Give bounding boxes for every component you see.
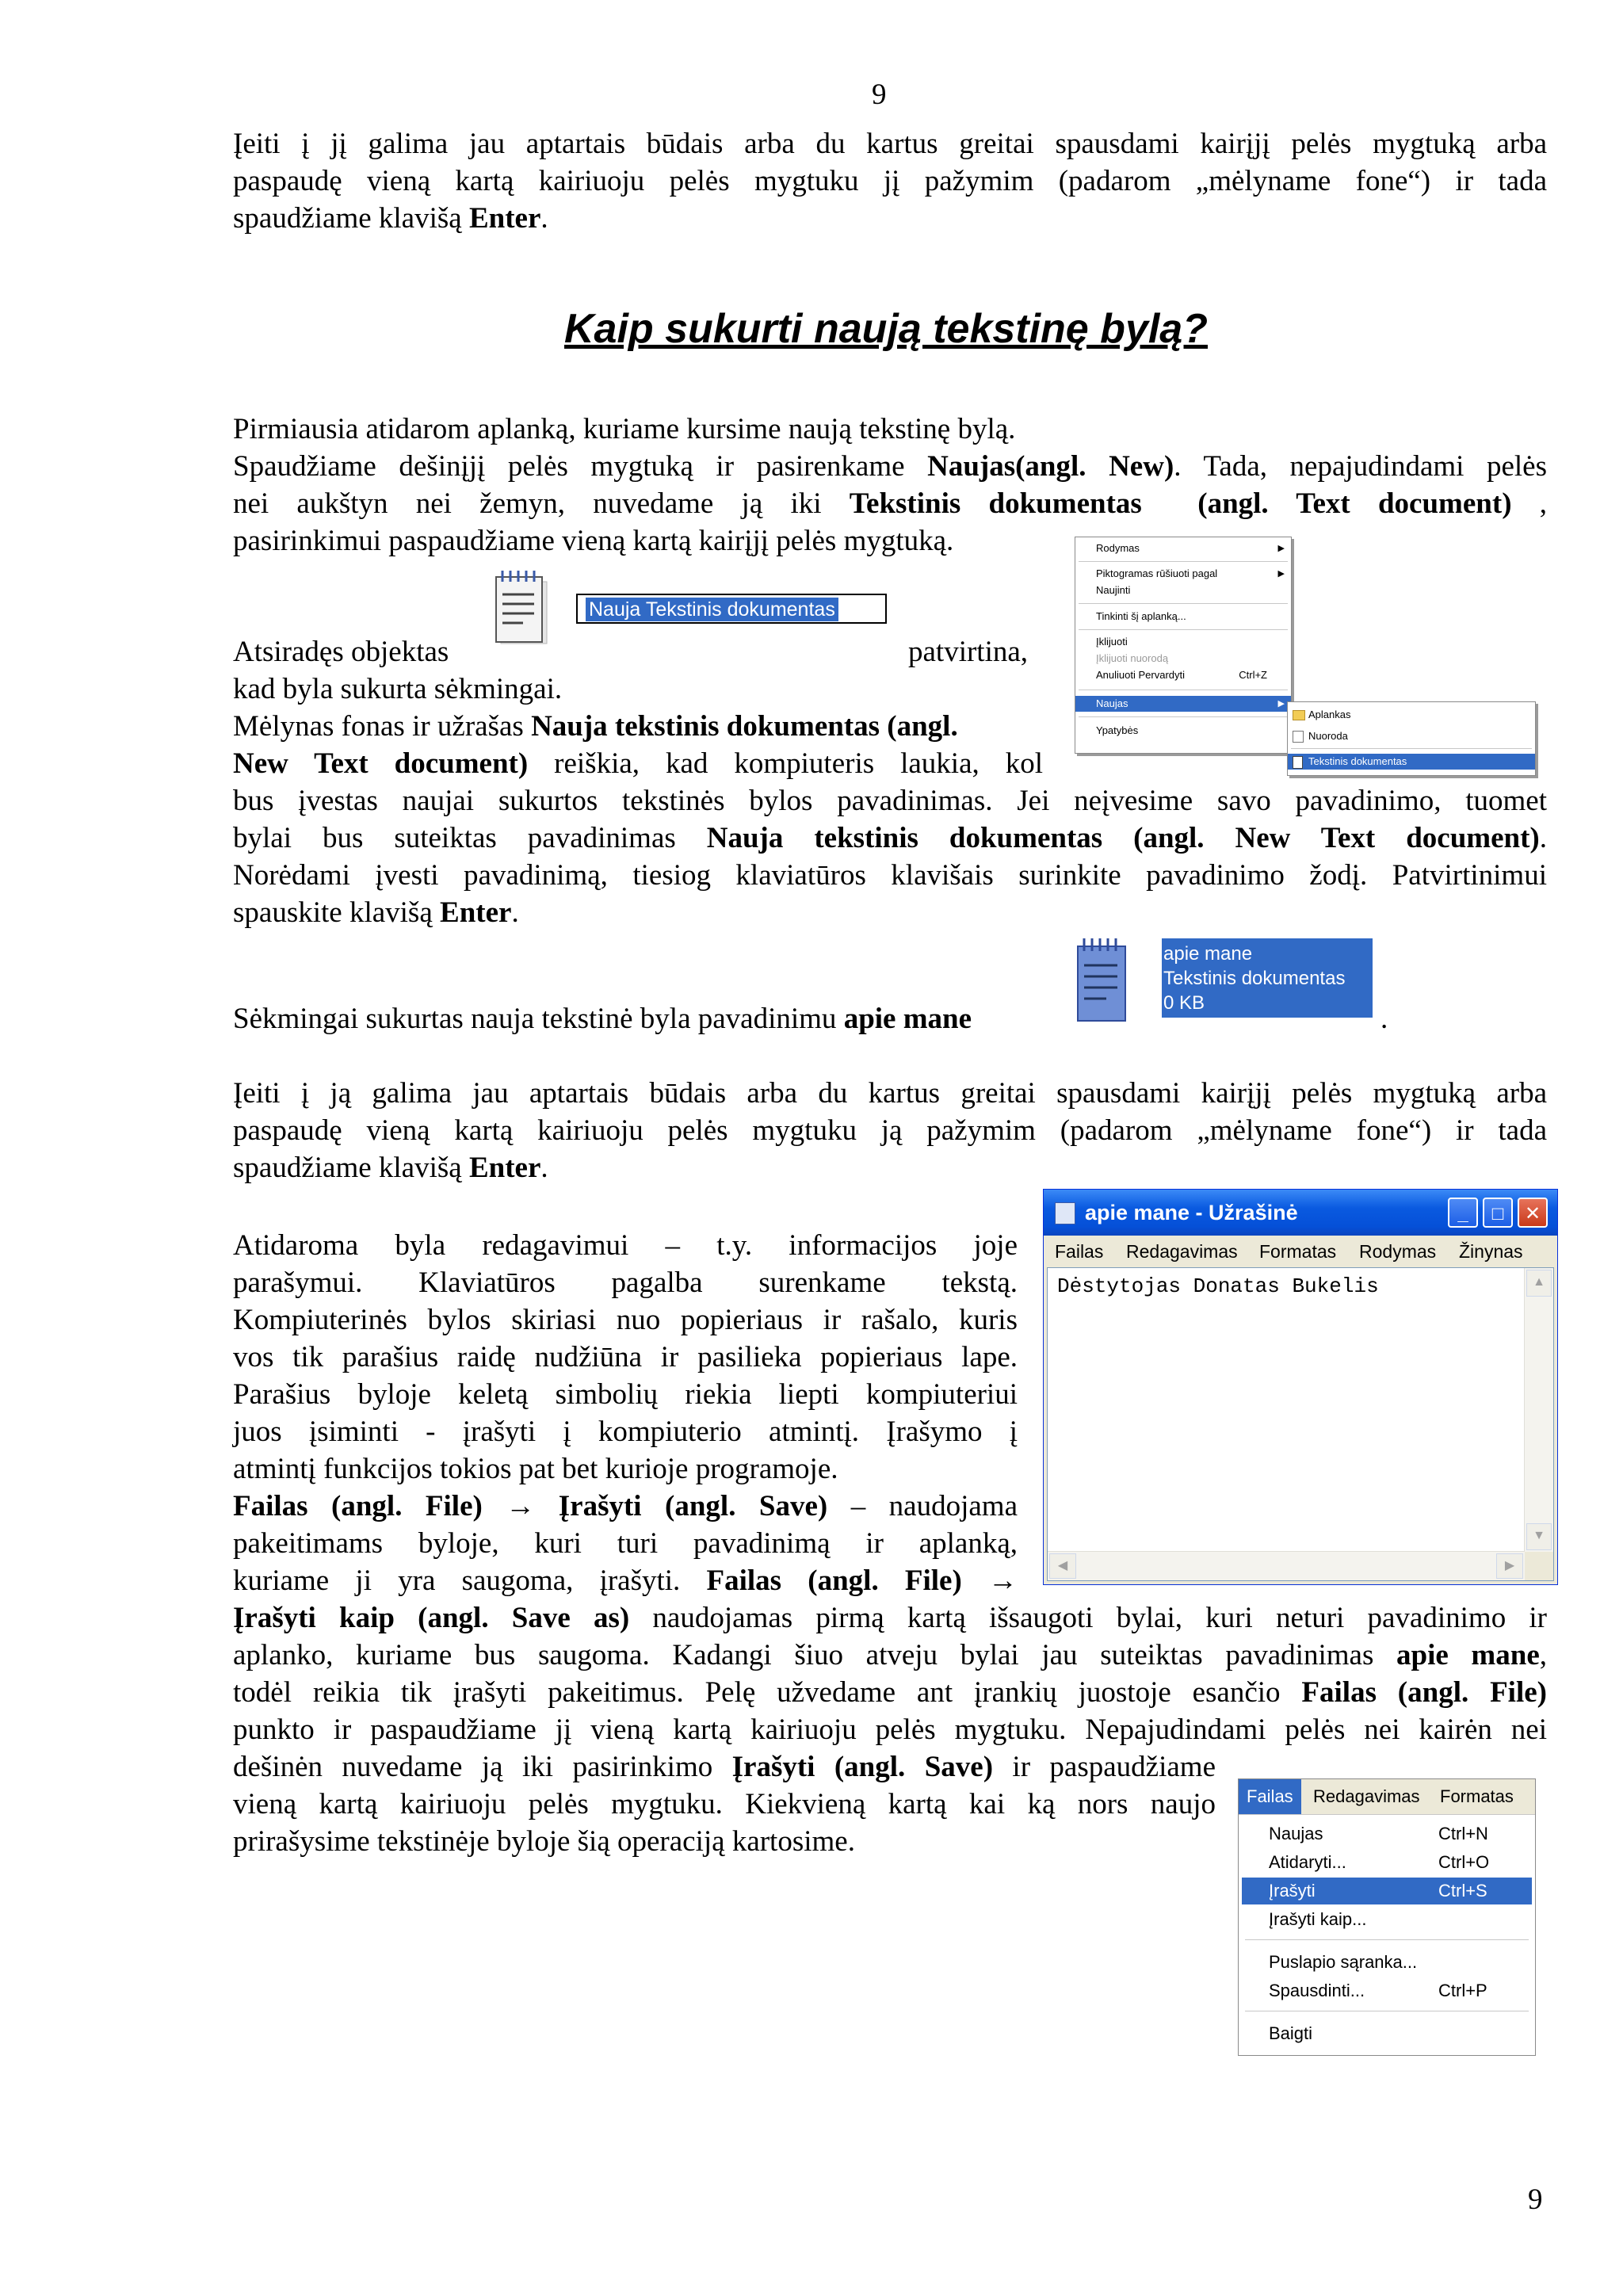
- notepad-icon: [1071, 935, 1135, 1024]
- s2-p-line-13: [233, 1674, 1547, 1711]
- rename-input[interactable]: [576, 594, 887, 624]
- close-button[interactable]: [1518, 1198, 1548, 1228]
- menu-item-properties[interactable]: [1075, 723, 1291, 739]
- s1-line-13: [233, 1000, 972, 1037]
- menu-separator: [1079, 716, 1288, 717]
- s1-line-9: bus įvestas naujai sukurtos tekstinės bylos pavadinimas. Jei neįvesime savo pavadinimo, tuomet: [233, 785, 1547, 817]
- menubar-redagavimas[interactable]: Redagavimas: [1313, 1786, 1420, 1806]
- scroll-down-button[interactable]: ▼: [1526, 1523, 1552, 1550]
- s1-l8a: New Text document): [233, 747, 529, 780]
- notepad-content: Dėstytojas Donatas Bukelis: [1057, 1274, 1379, 1298]
- scroll-right-button[interactable]: ▶: [1496, 1553, 1523, 1579]
- menu-item-view-label: Rodymas: [1096, 542, 1140, 554]
- file-menu-item-save[interactable]: [1242, 1878, 1532, 1904]
- intro-line-2: paspaudę vieną kartą kairiuoju pelės mygtuku jį pažymim (padarom „mėlyname fone“) ir tada: [233, 165, 1547, 197]
- s2-pl11a: Įrašyti kaip (angl. Save as): [233, 1602, 630, 1634]
- s2-p-line-6: juos įsiminti - įrašyti į kompiuterio atmintį. Įrašymo į: [233, 1415, 1018, 1448]
- s2-p-line-3: Kompiuterinės bylos skiriasi nuo popieriaus ir rašalo, kuris: [233, 1304, 1018, 1336]
- s2-l3c: .: [540, 1152, 548, 1184]
- menu-item-paste-shortcut[interactable]: [1075, 651, 1291, 667]
- submenu-item-folder[interactable]: [1288, 707, 1535, 723]
- s2-pl15a: dešinėn nuvedame ją iki pasirinkimo: [233, 1751, 732, 1783]
- s1-l12c: .: [511, 896, 519, 929]
- s1-line-3: [233, 485, 1547, 522]
- submenu-arrow-icon: ▶: [1277, 569, 1285, 579]
- minimize-icon: _: [1457, 1203, 1468, 1224]
- intro-line-1: Įeiti į jį galima jau aptartais būdais arba du kartus greitai spausdami kairįjį pelės mygtuką arba: [233, 128, 1547, 160]
- file-open-shortcut: Ctrl+O: [1438, 1852, 1490, 1872]
- s1-line-13-dot: .: [1381, 1003, 1388, 1035]
- submenu-item-shortcut[interactable]: [1288, 728, 1535, 744]
- notepad-text-area[interactable]: [1047, 1267, 1554, 1581]
- submenu-arrow-icon: ▶: [1277, 699, 1285, 709]
- menu-separator: [1079, 603, 1288, 604]
- file-name: apie mane: [1163, 943, 1253, 965]
- s1-line-2: [233, 448, 1547, 485]
- scroll-left-button[interactable]: ◀: [1049, 1553, 1076, 1579]
- notepad-title: apie mane - Užrašinė: [1085, 1201, 1298, 1224]
- file-tile-label[interactable]: [1162, 938, 1373, 1018]
- menu-rodymas[interactable]: Rodymas: [1359, 1241, 1437, 1262]
- file-print-shortcut: Ctrl+P: [1438, 1981, 1487, 2000]
- s2-p-line-10: [233, 1562, 1018, 1599]
- s2-p-line-2: parašymui. Klaviatūros pagalba surenkame tekstą.: [233, 1266, 1018, 1299]
- s1-l8b: reiškia, kad kompiuteris laukia, kol: [528, 747, 1043, 780]
- s1-line-5a: Atsiradęs objektas: [233, 636, 449, 668]
- s1-l2b: Naujas(angl. New): [927, 450, 1174, 483]
- menubar-formatas[interactable]: Formatas: [1440, 1786, 1514, 1806]
- notepad-app-icon: [1055, 1202, 1075, 1224]
- notepad-title-bar[interactable]: [1044, 1190, 1557, 1236]
- s1-line-12: [233, 894, 519, 931]
- file-menu-screenshot: [1238, 1778, 1536, 2056]
- vertical-scrollbar[interactable]: [1524, 1268, 1553, 1552]
- s2-pl12b: apie mane: [1396, 1639, 1540, 1671]
- file-menu-item-exit[interactable]: [1242, 2020, 1532, 2047]
- s1-line-8: [233, 745, 1043, 782]
- s1-l12a: spauskite klavišą: [233, 896, 441, 929]
- context-menu: [1075, 537, 1292, 754]
- s1-l13a: Sėkmingai sukurtas nauja tekstinė byla pavadinimu: [233, 1003, 844, 1035]
- menu-item-customize[interactable]: [1075, 609, 1291, 625]
- intro-line-3: [233, 200, 548, 237]
- undo-shortcut: Ctrl+Z: [1239, 669, 1267, 681]
- file-menu-item-open[interactable]: [1242, 1849, 1532, 1876]
- text-document-small-icon: [1293, 756, 1303, 769]
- menu-formatas[interactable]: Formatas: [1259, 1241, 1337, 1262]
- file-open-label: Atidaryti...: [1269, 1852, 1346, 1872]
- file-menu-item-page-setup[interactable]: [1242, 1949, 1532, 1976]
- s2-p-line-1: Atidaroma byla redagavimui – t.y. informacijos joje: [233, 1229, 1018, 1262]
- s2-p-line-16: vieną kartą kairiuoju pelės mygtuku. Kiekvieną kartą kai ką nors naujo: [233, 1788, 1216, 1820]
- page-number-top: 9: [872, 78, 887, 111]
- s2-pl12c: ,: [1539, 1639, 1547, 1671]
- menu-item-customize-label: Tinkinti šį aplanką...: [1096, 610, 1186, 622]
- file-exit-label: Baigti: [1269, 2023, 1313, 2043]
- submenu-shortcut-label: Nuoroda: [1308, 730, 1348, 742]
- s1-l3d: ,: [1539, 487, 1548, 520]
- maximize-icon: □: [1491, 1203, 1504, 1224]
- s2-pl15b: Įrašyti (angl. Save): [731, 1751, 994, 1783]
- file-menu-item-new[interactable]: [1242, 1820, 1532, 1847]
- s2-p-line-17: prirašysime tekstinėje byloje šią operaciją kartosime.: [233, 1825, 855, 1858]
- file-save-as-label: Įrašyti kaip...: [1269, 1909, 1367, 1929]
- s1-l10a: bylai bus suteiktas pavadinimas: [233, 822, 707, 854]
- s2-pl12a: aplanko, kuriame bus saugoma. Kadangi šiuo atveju bylai jau suteiktas pavadinimas: [233, 1639, 1396, 1671]
- intro-line-3-end: .: [540, 202, 548, 235]
- text-document-icon[interactable]: [490, 567, 552, 647]
- file-page-setup-label: Puslapio sąranka...: [1269, 1952, 1418, 1972]
- menu-item-arrange-label: Piktogramas rūšiuoti pagal: [1096, 567, 1218, 579]
- s2-pl8a: Failas (angl. File) → Įrašyti (angl. Save): [233, 1490, 828, 1522]
- file-size: 0 KB: [1163, 992, 1205, 1014]
- s1-line-5b: patvirtina,: [908, 636, 1029, 668]
- s1-line-11: Norėdami įvesti pavadinimą, tiesiog klaviatūros klavišais surinkite pavadinimo žodį. Patvirtinimui: [233, 859, 1547, 892]
- notepad-window: [1043, 1189, 1558, 1585]
- menu-item-paste-label: Įklijuoti: [1096, 636, 1128, 648]
- menu-item-undo-label: Anuliuoti Pervardyti: [1096, 669, 1185, 681]
- menu-item-paste-shortcut-label: Įklijuoti nuorodą: [1096, 652, 1169, 664]
- s2-pl10a: kuriame ji yra saugoma, įrašyti.: [233, 1564, 707, 1597]
- menu-item-refresh-label: Naujinti: [1096, 584, 1131, 596]
- s2-pl13b: Failas (angl. File): [1301, 1676, 1547, 1709]
- s2-l3b: Enter: [468, 1152, 541, 1184]
- rename-input-value: Nauja Tekstinis dokumentas: [586, 598, 838, 621]
- s2-p-line-8: [233, 1488, 1018, 1525]
- s1-l10b: Nauja tekstinis dokumentas (angl. New Text document): [706, 822, 1540, 854]
- folder-icon: [1293, 710, 1305, 720]
- menu-item-new[interactable]: [1075, 696, 1291, 712]
- intro-line-3-text: spaudžiame klavišą: [233, 202, 469, 235]
- s1-line-4: pasirinkimui paspaudžiame vieną kartą kairįjį pelės mygtuką.: [233, 525, 954, 557]
- s1-line-6: kad byla sukurta sėkmingai.: [233, 673, 563, 705]
- s1-line-7: [233, 708, 958, 745]
- s2-p-line-15: [233, 1748, 1216, 1786]
- file-new-label: Naujas: [1269, 1824, 1323, 1843]
- file-save-shortcut: Ctrl+S: [1438, 1881, 1487, 1901]
- menu-item-paste[interactable]: [1075, 634, 1291, 650]
- s1-line-10: [233, 819, 1547, 857]
- s2-l3a: spaudžiame klavišą: [233, 1152, 469, 1184]
- file-new-shortcut: Ctrl+N: [1438, 1824, 1488, 1843]
- shortcut-icon: [1293, 731, 1304, 743]
- s2-pl10b: Failas (angl. File) →: [706, 1564, 1018, 1597]
- s1-l3b: Tekstinis dokumentas: [849, 487, 1142, 520]
- submenu-folder-label: Aplankas: [1308, 709, 1351, 720]
- menu-failas[interactable]: Failas: [1055, 1241, 1104, 1262]
- minimize-button[interactable]: [1448, 1198, 1478, 1228]
- maximize-button[interactable]: [1483, 1198, 1513, 1228]
- s2-p-line-5: Parašius byloje keletą simbolių riekia liepti kompiuteriui: [233, 1378, 1018, 1411]
- page-number-bottom: 9: [1528, 2183, 1543, 2216]
- menu-item-arrange-icons[interactable]: [1075, 566, 1291, 582]
- file-menu-item-print[interactable]: [1242, 1977, 1532, 2004]
- apie-mane-file-icon[interactable]: [1071, 935, 1135, 1024]
- s1-l12b: Enter: [440, 896, 512, 929]
- menu-item-undo-rename[interactable]: [1075, 667, 1291, 683]
- file-save-label: Įrašyti: [1269, 1881, 1316, 1901]
- s2-p-line-12: [233, 1637, 1547, 1674]
- s1-l10c: .: [1539, 822, 1547, 854]
- menu-item-refresh[interactable]: [1075, 583, 1291, 598]
- s2-p-line-14: punkto ir paspaudžiame jį vieną kartą kairiuoju pelės mygtuku. Nepajudindami pelės nei kairėn nei: [233, 1713, 1547, 1746]
- s2-p-line-9: pakeitimams byloje, kuri turi pavadinimą ir aplanką,: [233, 1527, 1018, 1560]
- new-submenu: [1287, 701, 1536, 776]
- scroll-up-button[interactable]: ▲: [1526, 1270, 1552, 1297]
- s1-l7a: Mėlynas fonas ir užrašas: [233, 710, 532, 743]
- s2-pl15c: ir paspaudžiame: [993, 1751, 1216, 1783]
- s2-line-2: paspaudę vieną kartą kairiuoju pelės mygtuku ją pažymim (padarom „mėlyname fone“) ir tada: [233, 1114, 1547, 1147]
- close-icon: ✕: [1524, 1203, 1541, 1224]
- notepad-icon: [490, 567, 552, 647]
- horizontal-scrollbar[interactable]: [1048, 1551, 1525, 1580]
- s1-l3c: (angl. Text document): [1197, 487, 1512, 520]
- s2-pl8b: – naudojama: [827, 1490, 1018, 1522]
- menu-item-properties-label: Ypatybės: [1096, 724, 1139, 736]
- menu-separator: [1245, 1939, 1529, 1940]
- file-menu-item-save-as[interactable]: [1242, 1906, 1532, 1933]
- s1-l13b: apie mane: [843, 1003, 972, 1035]
- menu-item-view[interactable]: [1075, 541, 1291, 556]
- menubar-failas[interactable]: Failas: [1239, 1779, 1301, 1814]
- menu-redagavimas[interactable]: Redagavimas: [1126, 1241, 1238, 1262]
- menu-item-new-label: Naujas: [1096, 697, 1128, 709]
- menu-separator: [1079, 629, 1288, 630]
- s2-line-1: Įeiti į ją galima jau aptartais būdais arba du kartus greitai spausdami kairįjį pelės mygtuką arba: [233, 1077, 1547, 1110]
- s1-l2a: Spaudžiame dešinįjį pelės mygtuką ir pasirenkame: [233, 450, 928, 483]
- s2-pl13a: todėl reikia tik įrašyti pakeitimus. Pelę užvedame ant įrankių juostoje esančio: [233, 1676, 1302, 1709]
- s2-p-line-11: [233, 1599, 1547, 1637]
- submenu-text-document-label: Tekstinis dokumentas: [1308, 755, 1407, 767]
- s1-line-1: Pirmiausia atidarom aplanką, kuriame kursime naują tekstinę bylą.: [233, 413, 1016, 445]
- menu-separator: [1079, 561, 1288, 562]
- s2-p-line-4: vos tik parašius raidę nudžiūna ir pasilieka popieriaus lape.: [233, 1341, 1018, 1373]
- file-type: Tekstinis dokumentas: [1163, 968, 1346, 989]
- menu-zinynas[interactable]: Žinynas: [1459, 1241, 1523, 1262]
- scroll-corner: [1525, 1552, 1553, 1580]
- menu-separator: [1291, 748, 1532, 749]
- submenu-item-text-document[interactable]: [1288, 754, 1535, 770]
- section-heading: Kaip sukurti naują tekstinę bylą?: [564, 306, 1208, 352]
- submenu-arrow-icon: ▶: [1277, 544, 1285, 553]
- s2-line-3: [233, 1149, 548, 1186]
- s1-l2c: . Tada, nepajudindami pelės: [1174, 450, 1547, 483]
- file-menubar: [1239, 1779, 1535, 1815]
- s2-p-line-7: atmintį funkcijos tokios pat bet kurioje programoje.: [233, 1453, 838, 1485]
- file-print-label: Spausdinti...: [1269, 1981, 1365, 2000]
- s2-pl11b: naudojamas pirmą kartą išsaugoti bylai, kuri neturi pavadinimo ir: [629, 1602, 1547, 1634]
- s1-l3a: nei aukštyn nei žemyn, nuvedame ją iki: [233, 487, 850, 520]
- enter-key-label: Enter: [468, 202, 541, 235]
- s1-l7b: Nauja tekstinis dokumentas (angl.: [531, 710, 958, 743]
- notepad-menubar: [1044, 1236, 1557, 1267]
